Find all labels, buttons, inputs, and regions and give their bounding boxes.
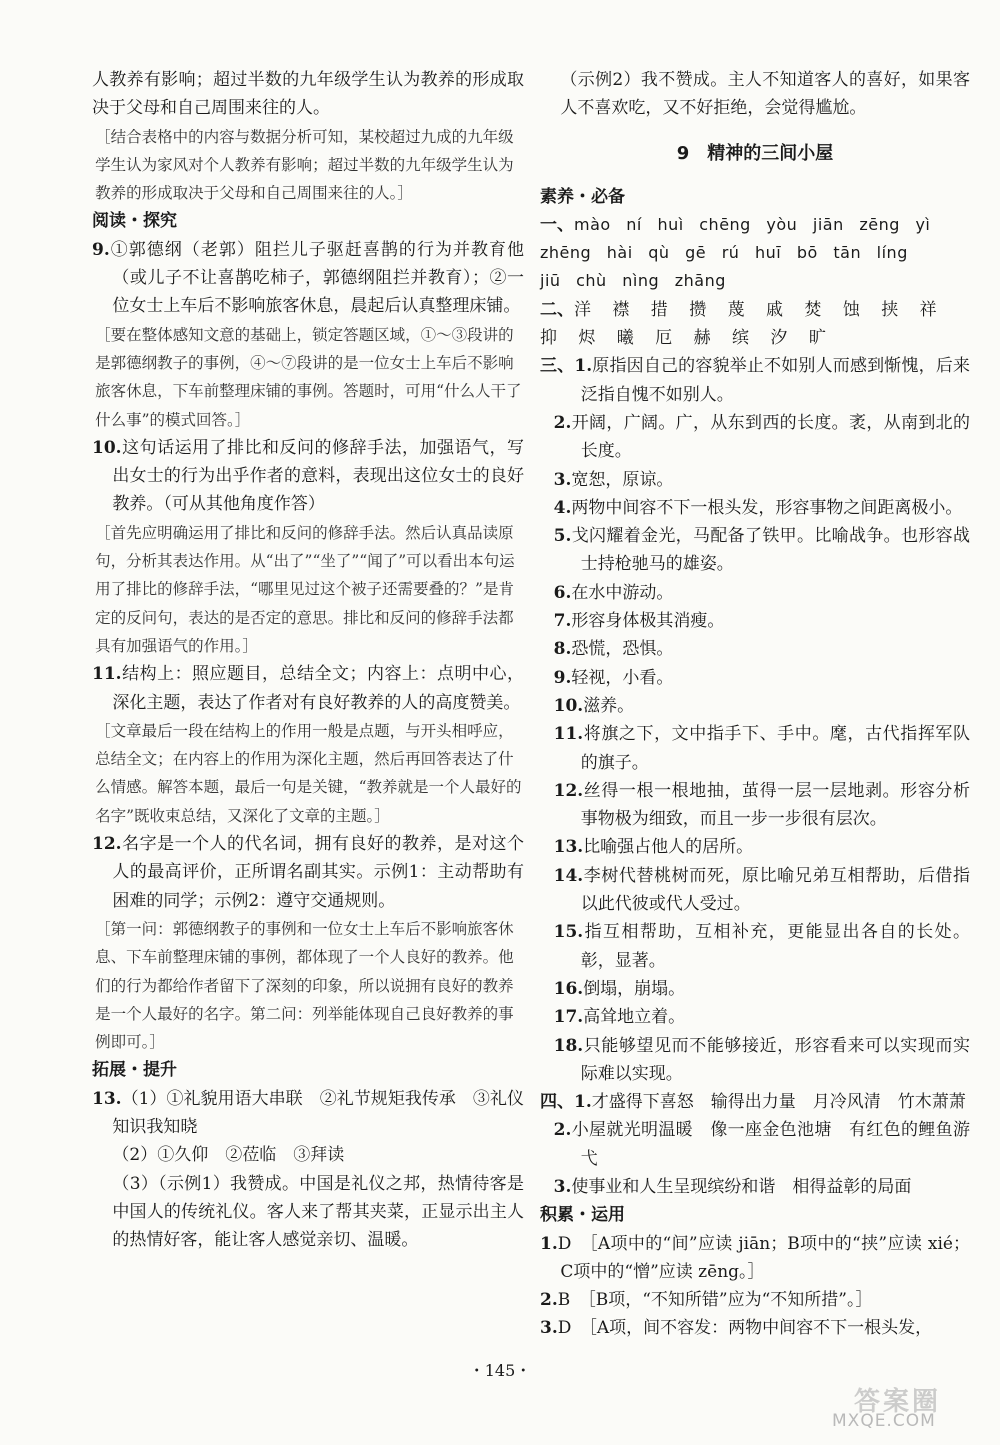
part-3-item (540, 1003, 970, 1031)
part-4-item (540, 1116, 970, 1173)
part-4-item (540, 1088, 970, 1116)
part-3-item (540, 409, 970, 466)
question-11-explanation: ［文章最后一段在结构上的作用一般是点题，与开头相呼应，总结全文；在内容上的作用为深化主题，然后再回答表达了什么情感。解答本题，最后一句是关键，“教养就是一个人最好的名字”既收束总结，又深化了文章的主题。］ (95, 721, 522, 825)
intro-answer: 人教养有影响；超过半数的九年级学生认为教养的形成取决于父母和自己周围来往的人。 (92, 70, 524, 119)
part-3-label: 三、 (540, 356, 575, 377)
question-10-answer (92, 434, 524, 519)
part-3-item (540, 635, 970, 663)
part-3-item-text: 恐慌，恐惧。 (571, 639, 674, 660)
part-3-item-number: 6. (553, 582, 572, 603)
part-3-item-text: 比喻强占他人的居所。 (583, 837, 754, 858)
part-3-item-text: 李树代替桃树而死，原比喻兄弟互相帮助，后借指以此代彼或代人受过。 (580, 865, 970, 915)
part-3-item-text: 两物中间容不下一根头发，形容事物之间距离极小。 (571, 497, 963, 518)
part-3-item (540, 918, 970, 975)
part-2-characters (540, 296, 970, 353)
question-13-number: 13. (92, 1088, 122, 1109)
part-3-item (540, 862, 970, 919)
pinyin-row-1: mào ní huì chēng yòu jiān zēng yì (574, 214, 931, 234)
watermark-logo (824, 1381, 974, 1431)
question-12-answer (92, 830, 524, 915)
part-3-item-number: 10. (553, 695, 584, 716)
watermark-url: MXQE.COM (832, 1411, 936, 1431)
part-3-item-text: 形容身体极其消瘦。 (571, 611, 725, 632)
part-3-item-number: 8. (553, 639, 572, 660)
part-3-item-number: 18. (553, 1035, 584, 1056)
question-10-explanation: ［首先应明确运用了排比和反问的修辞手法。然后认真品读原句，分析其表达作用。从“出了”“坐了”“闻了”可以看出本句运用了排比的修辞手法，“哪里见过这个被子还需要叠的？”是肯定的反问句，表达的是否定的意思。排比和反问的修辞手法都具有加强语气的作用。］ (95, 523, 515, 655)
left-column (92, 66, 524, 1254)
use-answer-item-text: B ［B项，“不知所错”应为“不知所措”。］ (557, 1290, 873, 1311)
use-answers (540, 1230, 970, 1343)
part-3-item (540, 522, 970, 579)
part-2-label: 二、 (540, 299, 574, 320)
lesson-title: 9 精神的三间小屋 (676, 142, 834, 164)
question-12-text: 名字是一个人的代名词，拥有良好的教养，是对这个人的最高评价，正所谓名副其实。示例1：主动帮助有困难的同学；示例2：遵守交通规则。 (112, 834, 524, 911)
question-11-answer (92, 660, 524, 717)
part-3-item-number: 1. (574, 356, 593, 377)
part-3-item-text: 只能够望见而不能够接近，形容看来可以实现而实际难以实现。 (580, 1035, 970, 1084)
part-3-item-number: 16. (553, 978, 584, 999)
part-3-item (540, 692, 970, 720)
part-3-item-text: 原指因自己的容貌举止不如别人而感到惭愧，后来泛指自愧不如别人。 (580, 356, 971, 405)
question-9-answer (92, 236, 524, 321)
part-3-item-number: 12. (553, 780, 584, 801)
part-3-item-number: 14. (553, 865, 584, 886)
part-3-item (540, 466, 970, 494)
part-1-label: 一、 (540, 214, 574, 235)
part-3-item-text: 宽恕，原谅。 (571, 469, 674, 490)
intro-explanation: ［结合表格中的内容与数据分析可知，某校超过九成的九年级学生认为家风对个人教养有影响；超过半数的九年级学生认为教养的形成取决于父母和自己周围来往的人。］ (95, 127, 514, 203)
part-4-item-number: 3. (553, 1176, 572, 1197)
watermark-logo-text: 答案圈 (854, 1387, 942, 1417)
part-4-item-number: 2. (553, 1120, 572, 1141)
part-3-item-number: 9. (553, 667, 572, 688)
part-3-item-text: 高耸地立着。 (583, 1007, 686, 1028)
use-answer-item-number: 1. (540, 1233, 558, 1254)
question-11-number: 11. (92, 664, 122, 685)
part-3-item-text: 戈闪耀着金光，马配备了铁甲。比喻战争。也形容战士持枪驰马的雄姿。 (571, 526, 970, 575)
use-answer-item-number: 2. (540, 1290, 558, 1311)
page-number: ・145・ (468, 1361, 532, 1380)
use-answer-item (540, 1286, 970, 1314)
use-answer-item (540, 1230, 970, 1287)
pinyin-row-3: jiū chù nìng zhāng (540, 271, 726, 291)
part-4-fill-in (540, 1088, 970, 1201)
part-3-item-number: 7. (553, 611, 572, 632)
part-3-item (540, 607, 970, 635)
pinyin-row-2: zhēng hài qù gē rú huī bō tān líng (540, 243, 908, 263)
part-3-item (540, 777, 970, 834)
part-3-item-text: 轻视，小看。 (571, 667, 674, 688)
part-3-item-text: 将旗之下，文中指手下、手中。麾，古代指挥军队的旗子。 (580, 724, 970, 773)
part-3-item-text: 丝得一根一根地抽，茧得一层一层地剥。形容分析事物极为细致，而且一步一步很有层次。 (580, 780, 970, 830)
question-9-text: ①郭德纲（老郭）阻拦儿子驱赶喜鹊的行为并教育他（或儿子不让喜鹊吃柿子，郭德纲阻拦并教育）；②一位女士上车后不影响旅客休息，晨起后认真整理床铺。 (109, 239, 524, 317)
part-4-item (540, 1173, 970, 1201)
part-3-item-number: 4. (553, 497, 572, 518)
question-13-part-2: （2）①久仰 ②莅临 ③拜读 (112, 1145, 345, 1166)
part-4-label: 四、 (540, 1092, 574, 1113)
question-13-part-3: （3）（示例1）我赞成。中国是礼仪之邦，热情待客是中国人的传统礼仪。客人来了帮其夹菜，正显示出主人的热情好客，能让客人感觉亲切、温暖。 (112, 1173, 524, 1251)
use-answer-item-text: D ［A项中的“间”应读 jiān；B项中的“挟”应读 xié；C项中的“憎”应读 zēng。］ (557, 1233, 970, 1282)
use-answer-item-number: 3. (540, 1318, 558, 1339)
question-12-explanation: ［第一问：郭德纲教子的事例和一位女士上车后不影响旅客休息、下车前整理床铺的事例，都体现了一个人良好的教养。他们的行为都给作者留下了深刻的印象，所以说拥有良好的教养是一个人最好的名字。第二问：列举能体现自己良好教养的事例即可。］ (95, 919, 514, 1052)
part-3-item (540, 579, 970, 607)
section-heading-basic: 素养・必备 (540, 186, 625, 207)
part-3-item-number: 17. (553, 1007, 584, 1028)
right-column (540, 66, 970, 1343)
part-3-item-number: 11. (553, 724, 584, 745)
part-3-item-text: 在水中游动。 (571, 582, 674, 603)
part-3-item (540, 494, 970, 522)
question-10-text: 这句话运用了排比和反问的修辞手法，加强语气，写出女士的行为出乎作者的意料，表现出这位女士的良好教养。（可从其他角度作答） (112, 437, 524, 515)
part-3-item-number: 15. (553, 922, 584, 943)
part-3-item (540, 833, 970, 861)
part-3-item (540, 352, 970, 409)
part-3-item (540, 975, 970, 1003)
question-13-answer (92, 1085, 524, 1142)
part-4-item-number: 1. (574, 1092, 592, 1113)
character-row-2: 抑 烬 曦 厄 赫 缤 汐 旷 (540, 328, 834, 349)
section-heading-extend: 拓展・提升 (92, 1060, 177, 1081)
part-3-item (540, 1032, 970, 1089)
part-3-item-text: 滋养。 (583, 695, 635, 716)
section-heading-read: 阅读・探究 (92, 211, 177, 232)
part-3-item (540, 664, 970, 692)
question-9-number: 9. (92, 239, 110, 260)
part-3-item-text: 倒塌，崩塌。 (583, 978, 686, 999)
part-4-item-text: 小屋就光明温暖 像一座金色池塘 有红色的鲤鱼游弋 (571, 1120, 970, 1169)
part-3-item-number: 13. (553, 837, 584, 858)
question-13-part-1: （1）①礼貌用语大串联 ②礼节规矩我传承 ③礼仪知识我知晓 (112, 1088, 524, 1137)
use-answer-item (540, 1314, 970, 1342)
question-10-number: 10. (92, 437, 122, 458)
section-heading-use: 积累・运用 (540, 1205, 625, 1226)
part-3-item-text: 开阔，广阔。广，从东到西的长度。袤，从南到北的长度。 (571, 412, 970, 462)
character-row-1: 洋 襟 措 攒 蔑 戚 焚 蚀 挟 祥 (574, 299, 945, 320)
part-3-item-number: 2. (553, 412, 572, 433)
part-3-item (540, 720, 970, 777)
question-9-explanation: ［要在整体感知文意的基础上，锁定答题区域，①～③段讲的是郭德纲教子的事例，④～⑦段讲的是一位女士上车后不影响旅客休息，下车前整理床铺的事例。答题时，可用“什么人干了什么事”的模式回答。］ (95, 325, 522, 429)
part-3-item-number: 5. (553, 526, 572, 547)
use-answer-item-text: D ［A项，间不容发：两物中间容不下一根头发， (557, 1318, 933, 1339)
question-13-continued: （示例2）我不赞成。主人不知道客人的喜好，如果客人不喜欢吃，又不好拒绝，会觉得尴尬。 (560, 70, 970, 119)
question-11-text: 结构上：照应题目，总结全文；内容上：点明中心，深化主题，表达了作者对有良好教养的人的高度赞美。 (112, 664, 524, 713)
part-3-item-number: 3. (553, 469, 572, 490)
part-4-item-text: 才盛得下喜怒 输得出力量 月冷风清 竹木萧萧 (591, 1092, 966, 1113)
part-4-item-text: 使事业和人生呈现缤纷和谐 相得益彰的局面 (571, 1176, 912, 1197)
question-12-number: 12. (92, 834, 122, 855)
part-1-pinyin (540, 211, 970, 296)
part-3-item-text: 指互相帮助，互相补充，更能显出各自的长处。彰，显著。 (580, 922, 970, 971)
part-3-definitions (540, 352, 970, 1088)
